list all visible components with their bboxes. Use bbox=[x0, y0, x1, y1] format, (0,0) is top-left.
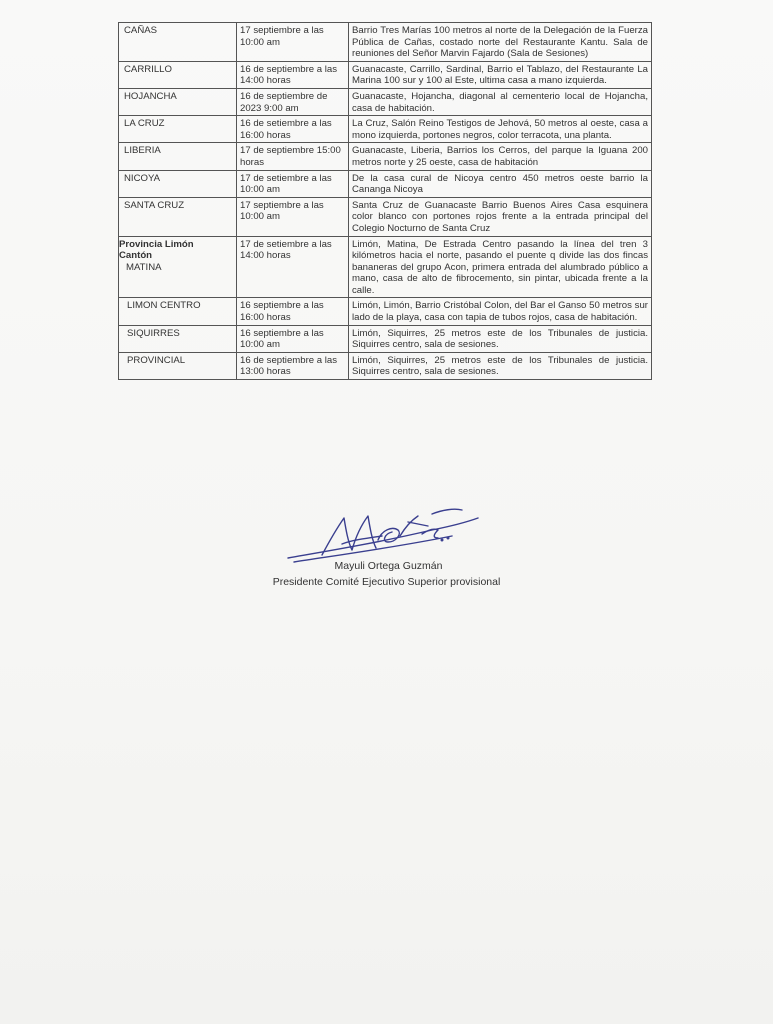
place-name: LIBERIA bbox=[124, 145, 161, 157]
place-name: HOJANCHA bbox=[124, 90, 177, 102]
place-cell bbox=[119, 236, 237, 298]
place-cell bbox=[119, 170, 237, 197]
address-cell: Guanacaste, Carrillo, Sardinal, Barrio el Tablazo, del Restaurante La Marina 100 sur y 100 al Este, ultima casa a mano izquierda. bbox=[349, 61, 652, 88]
place-cell bbox=[119, 61, 237, 88]
table-row bbox=[119, 61, 652, 88]
schedule-table bbox=[118, 22, 652, 380]
table-row bbox=[119, 143, 652, 170]
province-heading: Provincia Limón bbox=[119, 238, 194, 250]
signatory-title: Presidente Comité Ejecutivo Superior provisional bbox=[272, 576, 501, 588]
address-cell: Limón, Siquirres, 25 metros este de los Tribunales de justicia. Siquirres centro, sala de sesiones. bbox=[349, 325, 652, 352]
date-cell: 16 septiembre a las 10:00 am bbox=[237, 325, 349, 352]
date-cell: 17 de septiembre 15:00 horas bbox=[237, 143, 349, 170]
place-cell bbox=[119, 298, 237, 325]
place-name: CAÑAS bbox=[124, 25, 158, 36]
place-name: LIMON CENTRO bbox=[127, 300, 201, 312]
address-cell: De la casa cural de Nicoya centro 450 metros oeste barrio la Cananga Nicoya bbox=[349, 170, 652, 197]
place-cell bbox=[119, 116, 237, 143]
place-cell bbox=[119, 88, 237, 115]
date-cell: 16 de septiembre de 2023 9:00 am bbox=[237, 88, 349, 115]
place-name: CARRILLO bbox=[124, 63, 172, 75]
date-cell: 17 de setiembre a las 14:00 horas bbox=[237, 236, 349, 298]
place-cell bbox=[119, 197, 237, 236]
date-cell: 16 de setiembre a las 16:00 horas bbox=[237, 116, 349, 143]
table-row bbox=[119, 236, 652, 298]
date-cell: 17 septiembre a las 10:00 am bbox=[237, 197, 349, 236]
place-name: SIQUIRRES bbox=[127, 327, 180, 339]
address-cell: Limón, Matina, De Estrada Centro pasando la línea del tren 3 kilómetros hacia el norte, pasando el puente q divide las dos fincas bananeras del grupo Acon, primera entrada del alumbrado público a mano, casa de alto de fibrocemento, sin pintar, ubicada frente a la calle. bbox=[349, 236, 652, 298]
date-cell: 16 de septiembre a las 13:00 horas bbox=[237, 352, 349, 379]
address-cell: La Cruz, Salón Reino Testigos de Jehová, 50 metros al oeste, casa a mono izquierda, portones negros, color terracota, una planta. bbox=[349, 116, 652, 143]
table-row bbox=[119, 352, 652, 379]
date-cell: 17 de setiembre a las 10:00 am bbox=[237, 170, 349, 197]
place-name: MATINA bbox=[126, 261, 162, 273]
table-row bbox=[119, 325, 652, 352]
place-name: PROVINCIAL bbox=[127, 354, 186, 366]
table-row bbox=[119, 116, 652, 143]
address-cell: Guanacaste, Liberia, Barrios los Cerros, del parque la Iguana 200 metros norte y 25 oeste, casa de habitación bbox=[349, 143, 652, 170]
address-cell: Limón, Limón, Barrio Cristóbal Colon, del Bar el Ganso 50 metros sur lado de la playa, casa con tapia de tubos rojos, casa de habitación. bbox=[349, 298, 652, 325]
address-cell: Barrio Tres Marías 100 metros al norte de la Delegación de la Fuerza Pública de Cañas, costado norte del Restaurante Kantu. Sala de reuniones del Señor Marvin Fajardo (Sala de Sesiones) bbox=[349, 23, 652, 62]
place-cell bbox=[119, 325, 237, 352]
table-row bbox=[119, 88, 652, 115]
place-name: SANTA CRUZ bbox=[124, 199, 185, 211]
table-row bbox=[119, 23, 652, 62]
address-cell: Guanacaste, Hojancha, diagonal al cementerio local de Hojancha, casa de habitación. bbox=[349, 88, 652, 115]
date-cell: 17 septiembre a las 10:00 am bbox=[237, 23, 349, 62]
address-cell: Santa Cruz de Guanacaste Barrio Buenos Aires Casa esquinera color blanco con portones rojos frente a la entrada principal del Colegio Nocturno de Santa Cruz bbox=[349, 197, 652, 236]
signatory-name: Mayuli Ortega Guzmán bbox=[334, 560, 443, 572]
table-row bbox=[119, 298, 652, 325]
address-cell: Limón, Siquirres, 25 metros este de los Tribunales de justicia. Siquirres centro, sala de sesiones. bbox=[349, 352, 652, 379]
place-cell bbox=[119, 23, 237, 62]
place-name: LA CRUZ bbox=[124, 118, 165, 130]
place-name: NICOYA bbox=[124, 172, 161, 184]
canton-heading: Cantón bbox=[119, 250, 153, 262]
place-cell bbox=[119, 352, 237, 379]
place-cell bbox=[119, 143, 237, 170]
date-cell: 16 septiembre a las 16:00 horas bbox=[237, 298, 349, 325]
table-row bbox=[119, 197, 652, 236]
date-cell: 16 de septiembre a las 14:00 horas bbox=[237, 61, 349, 88]
table-row bbox=[119, 170, 652, 197]
